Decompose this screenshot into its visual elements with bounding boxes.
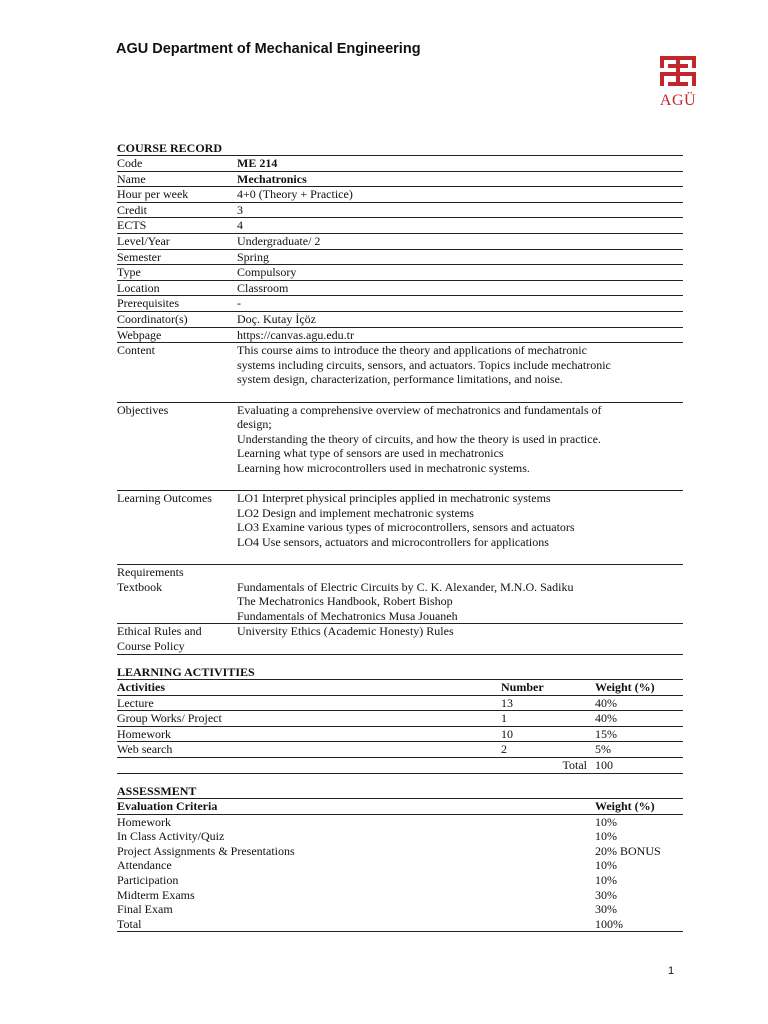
field-label: Semester — [117, 249, 237, 265]
table-row — [117, 233, 683, 249]
field-value-line: Classroom — [237, 280, 289, 295]
table-row — [117, 171, 683, 187]
table-cell: 10% — [595, 858, 617, 873]
table-row — [117, 888, 683, 903]
field-label: Ethical Rules and Course Policy — [117, 624, 237, 654]
field-value-line: Evaluating a comprehensive overview of mechatronics and fundamentals of — [237, 402, 602, 417]
field-label: Credit — [117, 202, 237, 218]
field-value-line: https://canvas.agu.edu.tr — [237, 327, 354, 342]
field-value-line: system design, characterization, performance limitations, and noise. — [237, 372, 563, 387]
table-row — [117, 829, 683, 844]
table-cell: Final Exam — [117, 902, 173, 917]
table-row — [117, 695, 683, 711]
field-value-line: LO2 Design and implement mechatronic systems — [237, 505, 474, 520]
field-value — [237, 171, 683, 187]
table-cell: 10% — [595, 872, 617, 887]
course-record-section — [117, 141, 683, 655]
field-value-line: Doç. Kutay İçöz — [237, 311, 316, 326]
table-row — [117, 873, 683, 888]
field-value — [237, 296, 683, 312]
field-value-line: 4 — [237, 218, 243, 233]
table-row — [117, 491, 683, 565]
table-header-row — [117, 799, 683, 815]
column-header: Weight (%) — [595, 799, 683, 815]
field-value — [237, 218, 683, 234]
table-cell: 5% — [595, 742, 683, 758]
table-cell: Attendance — [117, 858, 172, 873]
learning-activities-section — [117, 665, 683, 774]
table-cell: 10 — [501, 726, 595, 742]
field-value-line: 3 — [237, 202, 243, 217]
field-value-line — [237, 565, 683, 580]
field-label: Coordinator(s) — [117, 311, 237, 327]
table-row — [117, 858, 683, 873]
assessment-title: ASSESSMENT — [117, 784, 197, 798]
table-row — [117, 402, 683, 491]
table-row — [117, 565, 683, 580]
table-row — [117, 265, 683, 281]
field-value — [237, 580, 683, 624]
table-row — [117, 327, 683, 343]
table-row — [117, 187, 683, 203]
table-row — [117, 624, 683, 654]
field-value — [237, 311, 683, 327]
field-value — [237, 327, 683, 343]
field-label: Objectives — [117, 402, 237, 491]
total-label: Total — [501, 757, 595, 773]
table-row — [117, 902, 683, 917]
field-label: Name — [117, 171, 237, 187]
field-label: Learning Outcomes — [117, 491, 237, 565]
field-value — [237, 402, 683, 491]
table-cell: 1 — [501, 711, 595, 727]
course-record-table — [117, 155, 683, 655]
table-row — [117, 742, 683, 758]
table-cell: 20% BONUS — [595, 843, 661, 858]
table-cell: 15% — [595, 726, 683, 742]
field-value-line: Mechatronics — [237, 171, 307, 186]
table-cell: In Class Activity/Quiz — [117, 829, 225, 844]
agu-logo-mark — [656, 54, 700, 90]
table-row — [117, 249, 683, 265]
field-value-line: Learning how microcontrollers used in mechatronic systems. — [237, 460, 530, 475]
table-row — [117, 218, 683, 234]
field-value-line — [237, 549, 683, 564]
field-value-line: LO3 Examine various types of microcontrollers, sensors and actuators — [237, 520, 575, 535]
total-row — [117, 757, 683, 773]
field-value-line: 4+0 (Theory + Practice) — [237, 187, 353, 202]
field-value-line: Undergraduate/ 2 — [237, 233, 321, 248]
field-value-line: This course aims to introduce the theory and applications of mechatronic — [237, 343, 587, 358]
table-cell: 10% — [595, 814, 617, 829]
table-row — [117, 580, 683, 624]
field-label: Hour per week — [117, 187, 237, 203]
field-label: Prerequisites — [117, 296, 237, 312]
field-value-line — [237, 387, 683, 402]
field-value — [237, 187, 683, 203]
table-row — [117, 711, 683, 727]
column-header: Evaluation Criteria — [117, 799, 595, 815]
field-value-line: Fundamentals of Mechatronics Musa Jouaneh — [237, 608, 458, 623]
field-value — [237, 565, 683, 580]
field-label: Textbook — [117, 580, 237, 624]
column-header: Weight (%) — [595, 680, 683, 696]
field-value — [237, 265, 683, 281]
field-value — [237, 491, 683, 565]
table-row — [117, 280, 683, 296]
field-value-line: Fundamentals of Electric Circuits by C. K. Alexander, M.N.O. Sadiku — [237, 579, 574, 594]
field-label: Content — [117, 343, 237, 402]
field-value — [237, 249, 683, 265]
page-header-title: AGU Department of Mechanical Engineering — [116, 41, 421, 57]
column-header: Number — [501, 680, 595, 696]
column-header: Activities — [117, 680, 501, 696]
agu-logo — [656, 54, 700, 116]
table-row — [117, 814, 683, 829]
table-cell: Web search — [117, 742, 501, 758]
table-cell: Project Assignments & Presentations — [117, 843, 295, 858]
table-cell: Participation — [117, 872, 179, 887]
assessment-section — [117, 784, 683, 932]
field-value-line: design; — [237, 417, 272, 432]
field-value — [237, 156, 683, 172]
field-label: Type — [117, 265, 237, 281]
field-label: Location — [117, 280, 237, 296]
field-label: Requirements — [117, 565, 184, 580]
table-cell: Midterm Exams — [117, 887, 195, 902]
table-cell: 100% — [595, 917, 683, 932]
field-value-line — [237, 475, 683, 490]
field-value-line: LO4 Use sensors, actuators and microcontrollers for applications — [237, 534, 549, 549]
table-cell: Homework — [117, 814, 171, 829]
table-cell: 13 — [501, 695, 595, 711]
table-cell: 10% — [595, 829, 617, 844]
table-row — [117, 156, 683, 172]
field-value-line: Compulsory — [237, 265, 297, 280]
field-value-line: The Mechatronics Handbook, Robert Bishop — [237, 594, 453, 609]
table-cell: 2 — [501, 742, 595, 758]
field-value-line: University Ethics (Academic Honesty) Rules — [237, 624, 454, 639]
page-number: 1 — [668, 965, 675, 977]
field-label: Code — [117, 156, 237, 172]
field-value-line: - — [237, 296, 241, 311]
table-cell: Lecture — [117, 695, 501, 711]
field-value — [237, 233, 683, 249]
table-cell: Homework — [117, 726, 501, 742]
field-label: Level/Year — [117, 233, 237, 249]
field-value-line: Learning what type of sensors are used in mechatronics — [237, 446, 504, 461]
course-record-title: COURSE RECORD — [117, 141, 223, 155]
assessment-table — [117, 798, 683, 932]
field-value-line: Understanding the theory of circuits, and how the theory is used in practice. — [237, 431, 601, 446]
table-header-row — [117, 680, 683, 696]
table-cell: Total — [117, 917, 595, 932]
total-value: 100 — [595, 757, 683, 773]
table-row — [117, 844, 683, 859]
table-row — [117, 311, 683, 327]
field-value — [237, 624, 683, 654]
table-cell: 40% — [595, 711, 683, 727]
agu-logo-text: AGÜ — [659, 92, 697, 109]
field-value-line: Spring — [237, 249, 270, 264]
field-value-line: LO1 Interpret physical principles applied in mechatronic systems — [237, 491, 551, 506]
table-row — [117, 343, 683, 402]
learning-activities-table — [117, 679, 683, 774]
field-value — [237, 343, 683, 402]
table-row — [117, 296, 683, 312]
table-cell: 40% — [595, 695, 683, 711]
field-value — [237, 280, 683, 296]
table-row — [117, 726, 683, 742]
field-value — [237, 202, 683, 218]
table-cell: Group Works/ Project — [117, 711, 501, 727]
field-label: ECTS — [117, 218, 237, 234]
table-cell: 30% — [595, 887, 617, 902]
table-row — [117, 917, 683, 932]
field-value-line — [237, 639, 683, 654]
field-value-line: systems including circuits, sensors, and actuators. Topics include mechatronic — [237, 357, 611, 372]
learning-activities-title: LEARNING ACTIVITIES — [117, 665, 255, 679]
table-cell: 30% — [595, 902, 617, 917]
field-label: Webpage — [117, 327, 237, 343]
field-value-line: ME 214 — [237, 156, 278, 170]
table-row — [117, 202, 683, 218]
